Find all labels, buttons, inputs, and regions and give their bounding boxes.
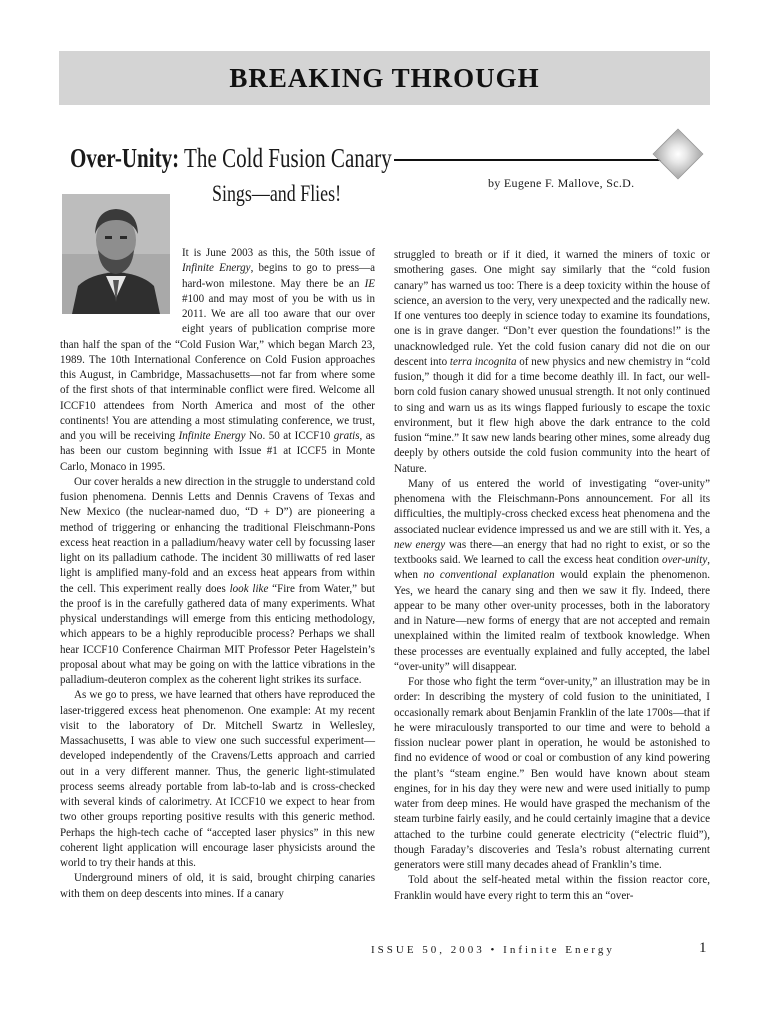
section-title: BREAKING THROUGH: [229, 62, 540, 93]
text-run: Told about the self-heated metal within the fission reactor core, Franklin would have every right to term this an “over-: [394, 874, 710, 902]
byline: by Eugene F. Mallove, Sc.D.: [488, 176, 635, 190]
photo-wrap-space: [60, 246, 182, 336]
text-run: It is June 2003 as this, the 50th issue of: [182, 247, 375, 259]
text-column-right: [394, 248, 710, 904]
text-run: #100 and may most of you be with us in 2011. We are all too aware that our over eight years of publication comprise more than half the span of the “Cold Fusion War,” which began March 23, 1989. The 10th International Conference on Cold Fusion approaches this August, in Cambridge, Massachusetts—not far from where some of the first shots of that interminable conflict were fired. Welcome all ICCF10 attendees from North America and most of the other continents! You are attending a most stimulating conference, we trust, and you will be receiving: [60, 292, 375, 442]
italic-run: new energy: [394, 538, 446, 551]
italic-run: gratis: [333, 430, 360, 442]
paragraph: [394, 873, 710, 904]
text-run: of new physics and new chemistry in “cold fusion,” though it did for a time become deathly ill. In fact, our well-born cold fusion canary showed unusual strength. It not only continued to sing and warn us as its wings flapped furiously to escape the toxic environment, but it flew high above the dark entrance to the cold fusion “mine.” It saw new lands bearing other mines, some already dug deeply by others outside the cold fusion community into the heart of Nature.: [394, 355, 710, 475]
italic-run: IE: [364, 277, 375, 290]
paragraph: [394, 477, 710, 675]
italic-run: over-unity: [662, 554, 708, 566]
title-rule: [394, 159, 664, 161]
italic-run: no conventional explanation: [423, 569, 555, 582]
italic-run: look like: [229, 582, 269, 595]
text-run: , as has been our custom beginning with Issue #1 at ICCF5 in Monte Carlo, Monaco in 1995.: [60, 430, 375, 473]
paragraph: [60, 688, 375, 871]
title-part-1: The Cold Fusion Canary: [179, 143, 392, 173]
paragraph: [60, 871, 375, 902]
text-run: , begins to go to press—a hard-won milestone. May there be an: [182, 262, 375, 290]
paragraph: [394, 248, 710, 477]
text-run: struggled to breath or if it died, it warned the miners of toxic or smothering gases. One might say similarly that the “cold fusion canary” has warned us too: There is a deep toxicity within the house of science, an aversion to the very, very unexpected and the radically new. If one ventures too deeply in science today to examine its foundations, one is in grave danger. “Don’t ever question the foundations!” is the unacknowledged rule. Yet the cold fusion canary did not die on our descent into: [394, 249, 710, 368]
text-run: As we go to press, we have learned that others have reproduced the laser-triggered excess heat phenomenon. One example: At my recent visit to the laboratory of Dr. Mitchell Swartz in Wellesley, Massachusetts, I was able to view one such successful experiment—developed independently of the Cravens/Letts approach and carried out in a very different manner. Thus, the generic light-stimulated process seems already portable from lab-to-lab and is cross-checked with several kinds of calorimetry. At ICCF10 we expect to hear from two other groups reporting positive results with this generic method. Perhaps the high-tech cache of “accepted laser physics” in this new coherent light application will encourage laser physicists around the world to try their hands at this.: [60, 689, 375, 869]
title-bold: Over-Unity:: [70, 143, 180, 173]
text-column-left: [60, 246, 375, 902]
italic-run: Infinite Energy: [178, 430, 246, 442]
text-run: Our cover heralds a new direction in the struggle to understand cold fusion phenomena. Dennis Letts and Dennis Cravens of Texas and New Mexico (the nuclear-named duo, “D + D”) are pioneering a method of triggering or enhancing the traditional Fleischmann-Pons excess heat reaction in a palladium/heavy water cell by focussing laser light on its palladium cathode. The incident 30 milliwatts of red laser light is amplified many-fold and an excess heat appears from within the cell. This experiment really does: [60, 475, 375, 595]
text-run: No. 50 at ICCF10: [245, 430, 334, 442]
diamond-ornament-icon: [653, 129, 704, 180]
page-number: 1: [699, 940, 707, 956]
italic-run: terra incognita: [449, 355, 517, 368]
issue-footer: ISSUE 50, 2003 • Infinite Energy: [371, 944, 615, 956]
section-banner: [59, 51, 710, 105]
text-run: Underground miners of old, it is said, brought chirping canaries with them on deep descents into mines. If a canary: [60, 872, 375, 900]
text-run: was there—an energy that had no right to exist, or so the textbooks said. We learned to call the excess heat condition: [394, 538, 710, 566]
text-run: , when: [394, 554, 710, 582]
paragraph: [60, 475, 375, 689]
text-run: Many of us entered the world of investigating “over-unity” phenomena with the Fleischmann-Pons announcement. For all its difficulties, the multiply-cross checked excess heat phenomena and the associated nuclear evidence impressed us and we are still with it. Yes, a: [394, 477, 710, 536]
paragraph: [394, 675, 710, 873]
title-part-2: Sings—and Flies!: [212, 181, 342, 206]
text-run: For those who fight the term “over-unity,” an illustration may be in order: In describing the mystery of cold fusion to the uninitiated, I occasionally remark about Benjamin Franklin of the late 1700s—that if he were miraculously transported to our time and were to behold a fission nuclear power plant in operation, he would be astonished to find no evidence of wood or coal or combustion of any kind powering the plant’s “steam engine.” Ben would have known about steam engines, for in his day they were new and were used initially to pump water from deep mines. He would have grasped the mechanism of the steam turbine fairly easily, and he could certainly imagine that a device attached to the turbine could generate electricity (“electric fluid”), though Faraday’s discoveries and Tesla’s robust alternating current generators were still many decades ahead of Franklin’s time.: [394, 676, 710, 871]
text-run: “Fire from Water,” but the proof is in the carefully gathered data of many experiments. What physical understandings will emerge from this enticing methodology, which appears to be a highly reproducible process? Perhaps we shall hear ICCF10 Conference Chairman MIT Professor Peter Hagelstein’s proposal about what may be going on with the lattice vibrations in the palladium-deuteron complex as the coherent light strikes its surface.: [60, 582, 375, 686]
text-run: would explain the phenomenon. Yes, we heard the canary sing and then we saw it fly. Indeed, there appear to be many other over-unity processes, both in the laboratory and in Nature—new forms of energy that are not accepted and remain unexplained within the limited realm of textbook knowledge. When these processes are eventually explained and fully accepted, the label “over-unity” will disappear.: [394, 569, 710, 673]
italic-run: Infinite Energy: [182, 262, 251, 275]
